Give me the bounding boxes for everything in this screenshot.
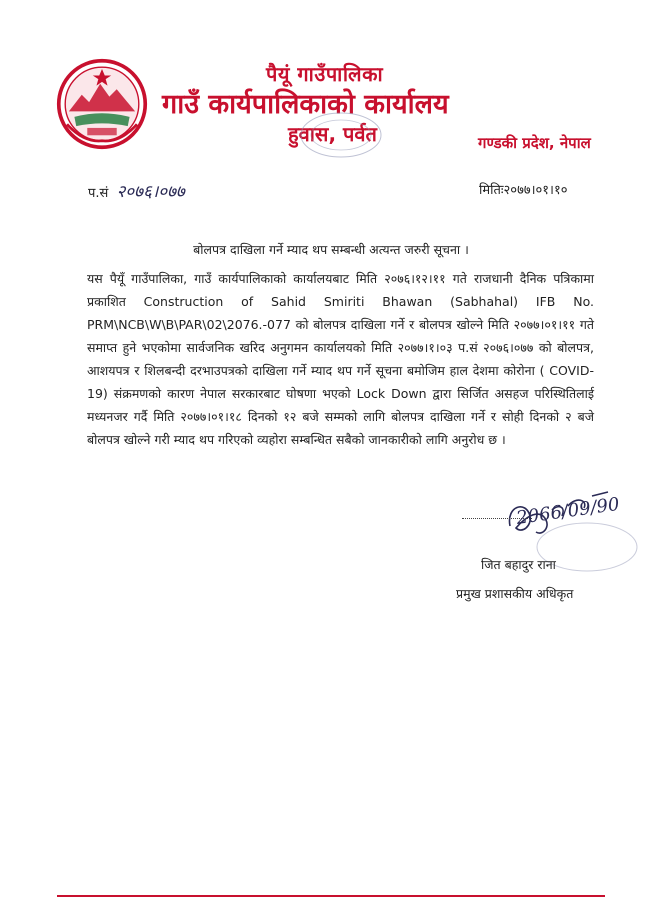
nepal-emblem-logo	[56, 58, 148, 150]
issue-date: मितिः२०७७।०१।१०	[479, 183, 568, 198]
office-name: गाउँ कार्यपालिकाको कार्यालय	[162, 89, 449, 120]
reference-number	[88, 179, 185, 202]
notice-body: यस पैयूँ गाउँपालिका, गाउँ कार्यपालिकाको कार्यालयबाट मिति २०७६।१२।११ गते राजधानी दैनिक पत्रिकामा प्रकाशित Construction of Sahid Smiriti Bhawan (Sabhahal) IFB No. PRM\NCB\W\B\PAR\02\2076.-077 को बोलपत्र दाखिला गर्ने र बोलपत्र खोल्ने मिति २०७७।०१।११ गते समाप्त हुने भएकोमा सार्वजनिक खरिद अनुगमन कार्यालयको मिति २०७७।१।०३ प.सं २०७६।०७७ को बोलपत्र, आशयपत्र र शिलबन्दी दरभाउपत्रको दाखिला गर्ने म्याद थप गर्ने सूचना बमोजिम हाल देशमा कोरोना ( COVID-19) संक्रमणको कारण नेपाल सरकारबाट घोषणा भएको Lock Down द्वारा सिर्जित असहज परिस्थितिलाई मध्यनजर गर्दै मिति २०७७।०१।१८ दिनको १२ बजे सम्मको लागि बोलपत्र दाखिला गर्ने र सोही दिनको २ बजे बोलपत्र खोल्ने गरी म्याद थप गरिएको व्यहोरा सम्बन्धित सबैको जानकारीको लागि अनुरोध छ ।	[87, 271, 594, 447]
reference-value: २०७६।०७७	[116, 182, 185, 202]
province-name: गण्डकी प्रदेश, नेपाल	[478, 134, 591, 152]
municipality-name: पैयूं गाउँपालिका	[266, 62, 384, 86]
reference-label: प.सं	[88, 186, 109, 201]
office-address: हुवास, पर्वत	[288, 122, 377, 146]
handwritten-signature-date: 2066/09/90	[515, 493, 621, 529]
signer-title: प्रमुख प्रशासकीय अधिकृत	[456, 586, 574, 601]
notice-subject: बोलपत्र दाखिला गर्ने म्याद थप सम्बन्धी अत्यन्त जरुरी सूचना ।	[193, 242, 469, 257]
office-stamp-mark	[298, 110, 384, 160]
footer-divider	[57, 895, 605, 897]
signer-name: जित बहादुर राना	[481, 557, 556, 572]
